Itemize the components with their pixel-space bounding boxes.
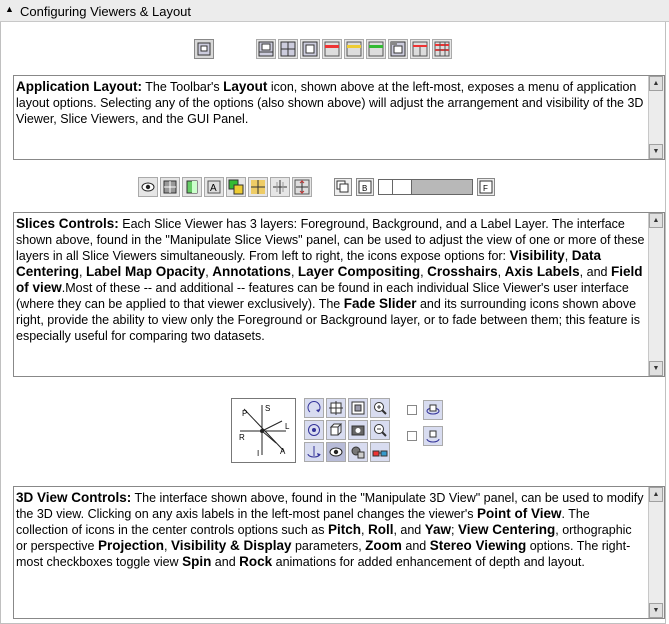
3d-controls-grid xyxy=(304,398,404,462)
layer-compositing-icon[interactable] xyxy=(226,177,246,197)
field-of-view-icon[interactable] xyxy=(292,177,312,197)
rotate-yaw-icon[interactable] xyxy=(304,442,324,462)
vertical-scrollbar[interactable] xyxy=(648,487,664,618)
vertical-scrollbar[interactable] xyxy=(648,213,664,376)
3d-only-layout-icon[interactable] xyxy=(300,39,320,59)
screenshot-icon[interactable] xyxy=(348,420,368,440)
rock-checkbox[interactable] xyxy=(407,431,417,441)
visibility-display-icon[interactable] xyxy=(326,442,346,462)
3d-view-description-text: 3D View Controls: The interface shown above, found in the "Manipulate 3D View" panel, can be used to modify the 3D view. Clicking on any axis labels in the left-most panel changes the viewer's Point of View. The collection of icons in the center controls options such as Pitch, Roll, and Yaw; View Centering, orthographic or perspective Projection, Visibility & Display parameters, Zoom and Stereo Viewing options. The right-most checkboxes toggle view Spin and Rock animations for added enhancement of depth and layout. xyxy=(16,490,644,569)
point-of-view-axes[interactable] xyxy=(231,398,296,463)
rotate-roll-icon[interactable] xyxy=(304,420,324,440)
section-header[interactable] xyxy=(0,0,669,22)
fade-slider-thumb[interactable] xyxy=(379,180,412,194)
crosshairs-icon[interactable] xyxy=(248,177,268,197)
layout-toolbar xyxy=(194,39,454,59)
lightbox-layout-icon[interactable] xyxy=(432,39,452,59)
3d-view-description[interactable] xyxy=(13,486,665,619)
slices-description[interactable] xyxy=(13,212,665,377)
background-icon[interactable] xyxy=(356,178,374,196)
animation-toggles xyxy=(407,400,445,446)
svg-text:B: B xyxy=(362,184,368,193)
vertical-scrollbar[interactable] xyxy=(648,76,664,159)
rotate-pitch-icon[interactable] xyxy=(304,398,324,418)
green-slice-only-icon[interactable] xyxy=(366,39,386,59)
foreground-icon[interactable] xyxy=(334,178,352,196)
scroll-up-icon[interactable]: ▲ xyxy=(649,76,663,91)
axis-label-s[interactable]: S xyxy=(265,404,271,413)
axis-labels-icon[interactable] xyxy=(270,177,290,197)
zoom-out-icon[interactable] xyxy=(370,420,390,440)
rock-icon xyxy=(423,426,443,446)
scroll-down-icon[interactable]: ▼ xyxy=(649,361,663,376)
render-mode-icon[interactable] xyxy=(348,442,368,462)
red-slice-only-icon[interactable] xyxy=(322,39,342,59)
visibility-icon[interactable] xyxy=(138,177,158,197)
axis-label-l[interactable]: L xyxy=(285,422,290,431)
layout-description-text: Application Layout: The Toolbar's Layout icon, shown above at the left-most, exposes a menu of application layout options. Selecting any of the options (also shown above) will adjust the arrangement and visibility of the 3D Viewer, Slice Viewers, and the GUI Panel. xyxy=(16,79,644,126)
axis-label-i[interactable]: I xyxy=(257,449,260,458)
spin-checkbox[interactable] xyxy=(407,405,417,415)
axis-label-p[interactable]: P xyxy=(242,409,248,418)
projection-icon[interactable] xyxy=(326,420,346,440)
slices-description-text: Slices Controls: Each Slice Viewer has 3 layers: Foreground, Background, and a Label Layer. The interface shown above, found in the "Manipulate Slice Views" panel, can be used to adjust the view of one or more of these layers in all Slice Viewers simultaneously. From left to right, the icons expose options for: Visibility, Data Centering, Label Map Opacity, Annotations, Layer Compositing, Crosshairs, Axis Labels, and Field of view.Most of these -- and additional -- features can be found in each individual Slice Viewer's user interface (where they can be applied to that viewer exclusively). The Fade Slider and its surrounding icons shown above right, provide the ability to view only the Foreground or Background layer, or to fade between them; this feature is especially useful for comparing two datasets. xyxy=(16,216,645,343)
collapse-arrow-icon[interactable]: ▲ xyxy=(5,4,14,14)
fade-slider[interactable] xyxy=(378,179,473,195)
zoom-in-icon[interactable] xyxy=(370,398,390,418)
scroll-up-icon[interactable]: ▲ xyxy=(649,213,663,228)
svg-text:A: A xyxy=(210,183,217,194)
scroll-down-icon[interactable]: ▼ xyxy=(649,603,663,618)
tabbed-slices-icon[interactable] xyxy=(410,39,430,59)
fade-end-icon[interactable] xyxy=(477,178,495,196)
annotations-icon[interactable] xyxy=(204,177,224,197)
section-title: Configuring Viewers & Layout xyxy=(20,4,192,19)
axis-label-a[interactable]: A xyxy=(280,447,286,456)
spin-icon xyxy=(423,400,443,420)
svg-text:F: F xyxy=(483,184,488,193)
axis-label-r[interactable]: R xyxy=(239,433,245,442)
slices-toolbar xyxy=(138,177,499,197)
scroll-down-icon[interactable]: ▼ xyxy=(649,144,663,159)
label-opacity-icon[interactable] xyxy=(182,177,202,197)
view-centering-icon[interactable] xyxy=(326,398,346,418)
data-centering-icon[interactable] xyxy=(160,177,180,197)
yellow-slice-only-icon[interactable] xyxy=(344,39,364,59)
four-up-layout-icon[interactable] xyxy=(278,39,298,59)
scroll-up-icon[interactable]: ▲ xyxy=(649,487,663,502)
conventional-layout-icon[interactable] xyxy=(256,39,276,59)
layout-description[interactable] xyxy=(13,75,665,160)
stereo-viewing-icon[interactable] xyxy=(370,442,390,462)
tabbed-3d-icon[interactable] xyxy=(388,39,408,59)
layout-menu-icon[interactable] xyxy=(194,39,214,59)
fit-view-icon[interactable] xyxy=(348,398,368,418)
